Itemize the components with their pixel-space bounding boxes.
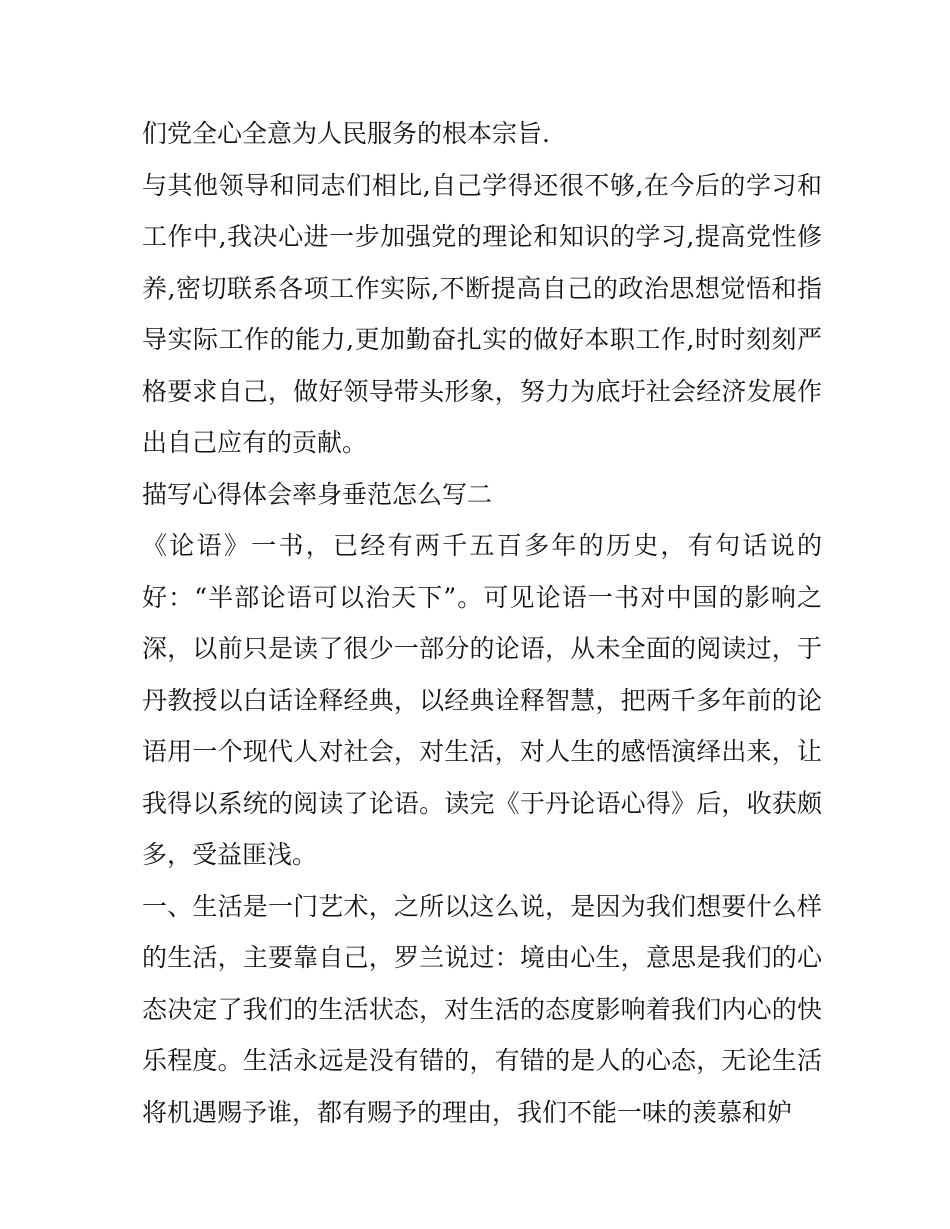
paragraph-self-reflection: 与其他领导和同志们相比,自己学得还很不够,在今后的学习和工作中,我决心进一步加强党的理论和知识的学习,提高党性修养,密切联系各项工作实际,不断提高自己的政治思想觉悟和指导实际工作的能力,更加勤奋扎实的做好本职工作,时时刻刻严格要求自己，做好领导带头形象，努力为底圩社会经济发展作出自己应有的贡献。 <box>142 170 822 457</box>
document-body <box>142 108 822 1138</box>
paragraph-life-art: 一、生活是一门艺术，之所以这么说，是因为我们想要什么样的生活，主要靠自己，罗兰说过：境由心生，意思是我们的心态决定了我们的生活状态，对生活的态度影响着我们内心的快乐程度。生活永远是没有错的，有错的是人的心态，无论生活将机遇赐予谁，都有赐予的理由，我们不能一味的羡慕和妒 <box>142 891 822 1127</box>
section-heading: 描写心得体会率身垂范怎么写二 <box>142 479 493 509</box>
paragraph-continuation: 们党全心全意为人民服务的根本宗旨. <box>142 119 550 148</box>
paragraph-lunyu-intro: 《论语》一书，已经有两千五百多年的历史，有句话说的好：“半部论语可以治天下”。可见论语一书对中国的影响之深，以前只是读了很少一部分的论语，从未全面的阅读过，于丹教授以白话诠释经典，以经典诠释智慧，把两千多年前的论语用一个现代人对社会，对生活，对人生的感悟演绎出来，让我得以系统的阅读了论语。读完《于丹论语心得》后，收获颇多，受益匪浅。 <box>142 531 822 869</box>
